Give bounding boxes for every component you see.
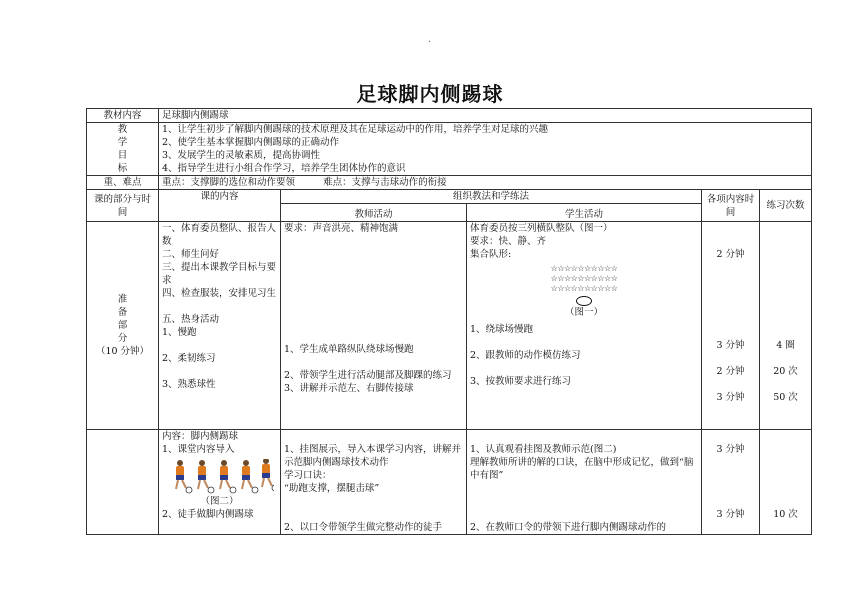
formation-row: ☆☆☆☆☆☆☆☆☆☆ <box>550 264 618 273</box>
basic-student <box>467 430 702 535</box>
key-points-value <box>159 176 812 190</box>
student-item: 集合队形: <box>470 249 512 260</box>
lesson-plan-table <box>86 108 812 535</box>
student-item: 2、在教师口令的带领下进行脚内侧踢球动作的 <box>470 522 667 533</box>
header-part: 课的部分与时间 <box>87 190 159 222</box>
prep-duration: （10 分钟） <box>95 346 150 357</box>
formation-row: ☆☆☆☆☆☆☆☆☆☆ <box>550 284 618 293</box>
basic-content <box>159 430 281 535</box>
time-value: 3 分钟 <box>716 444 745 455</box>
student-item: 3、按教师要求进行练习 <box>470 376 572 387</box>
basic-teacher <box>281 430 467 535</box>
goal-item: 2、使学生基本掌握脚内侧踢球的正确动作 <box>162 137 340 148</box>
teacher-item: 1、挂图展示，导入本课学习内容，讲解并示范脚内侧踢球技术动作 <box>284 444 462 468</box>
reps-value: 4 圈 <box>776 340 795 351</box>
header-teacher: 教师活动 <box>281 204 467 222</box>
header-row <box>87 190 812 204</box>
key-point: 重点：支撑脚的选位和动作要领 <box>162 177 296 188</box>
material-label: 教材内容 <box>87 109 159 123</box>
content-item: 1、课堂内容导入 <box>162 444 235 455</box>
reps-value: 20 次 <box>773 366 798 377</box>
student-item: 1、绕球场慢跑 <box>470 324 534 335</box>
teacher-item: 1、学生成单路纵队绕球场慢跑 <box>284 344 414 355</box>
header-student: 学生活动 <box>467 204 702 222</box>
header-org: 组织教法和学练法 <box>281 190 702 204</box>
content-item: 四、检查服装，安排见习生 <box>162 288 277 299</box>
content-item: 一、体育委员整队、报告人数 <box>162 223 277 247</box>
student-item: 要求：快、静、齐 <box>470 236 547 247</box>
reps-value: 50 次 <box>773 392 798 403</box>
content-item: 二、师生问好 <box>162 249 220 260</box>
formation-row: ☆☆☆☆☆☆☆☆☆☆ <box>550 274 618 283</box>
content-item: 五、热身活动 <box>162 314 220 325</box>
time-value: 3 分钟 <box>716 392 745 403</box>
key-points-row <box>87 176 812 190</box>
teacher-item: 3、讲解并示范左、右脚传接球 <box>284 383 414 394</box>
teacher-item: “助跑支撑，摆腿击球” <box>284 483 380 494</box>
content-item: 3、熟悉球性 <box>162 379 216 390</box>
basic-reps <box>760 430 812 535</box>
time-value: 2 分钟 <box>716 366 745 377</box>
content-item: 三、提出本课教学目标与要求 <box>162 262 277 286</box>
basic-label <box>87 430 159 535</box>
basic-time <box>702 430 760 535</box>
goal-item: 4、指导学生进行小组合作学习，培养学生团体协作的意识 <box>162 163 406 174</box>
prep-teacher <box>281 222 467 430</box>
prep-row <box>87 222 812 430</box>
prep-content <box>159 222 281 430</box>
teacher-item: 要求：声音洪亮、精神饱满 <box>284 223 399 234</box>
goal-item: 1、让学生初步了解脚内侧踢球的技术原理及其在足球运动中的作用，培养学生对足球的兴趣 <box>162 124 549 135</box>
teacher-item: 学习口诀： <box>284 470 332 481</box>
student-item: 理解教师所讲的解的口诀，在脑中形成记忆，做到“脑中有图” <box>470 457 694 481</box>
content-item: 2、徒手做脚内侧踢球 <box>162 509 254 520</box>
figure-two-caption: （图二） <box>200 496 239 507</box>
header-mark: . <box>428 34 432 45</box>
figure-one-caption: （图一） <box>564 307 603 318</box>
goals-label: 教 学 目 标 <box>87 123 159 176</box>
reps-value: 10 次 <box>773 509 798 520</box>
time-value: 2 分钟 <box>716 249 745 260</box>
teacher-item: 2、带领学生进行活动腿部及脚踝的练习 <box>284 370 452 381</box>
teacher-item: 2、以口令带领学生做完整动作的徒手 <box>284 522 443 533</box>
material-row <box>87 109 812 123</box>
prep-reps <box>760 222 812 430</box>
material-value: 足球脚内侧踢球 <box>159 109 812 123</box>
prep-time <box>702 222 760 430</box>
student-item: 体育委员按三列横队整队（图一） <box>470 223 613 234</box>
student-item: 1、认真观看挂图及教师示范(图二) <box>470 444 617 455</box>
key-points-label: 重、难点 <box>87 176 159 190</box>
basic-row <box>87 430 812 535</box>
goals-row <box>87 123 812 176</box>
content-item: 1、慢跑 <box>162 327 197 338</box>
goal-item: 3、发展学生的灵敏素质，提高协调性 <box>162 150 321 161</box>
header-time: 各项内容时间 <box>702 190 760 222</box>
page-title: 足球脚内侧踢球 <box>356 82 504 106</box>
time-value: 3 分钟 <box>716 340 745 351</box>
difficult-point: 难点：支撑与击球动作的衔接 <box>323 177 447 188</box>
header-content: 课的内容 <box>159 190 281 222</box>
teacher-position-icon <box>576 296 592 306</box>
header-reps: 练习次数 <box>760 190 812 222</box>
content-item: 2、柔韧练习 <box>162 353 216 364</box>
goals-list <box>159 123 812 176</box>
content-item: 内容：脚内侧踢球 <box>162 431 239 442</box>
student-item: 2、跟教师的动作模仿练习 <box>470 350 581 361</box>
prep-label: 准 备 部 分 （10 分钟） <box>87 222 159 430</box>
kicking-players-illustration <box>174 459 274 495</box>
time-value: 3 分钟 <box>716 509 745 520</box>
prep-student <box>467 222 702 430</box>
